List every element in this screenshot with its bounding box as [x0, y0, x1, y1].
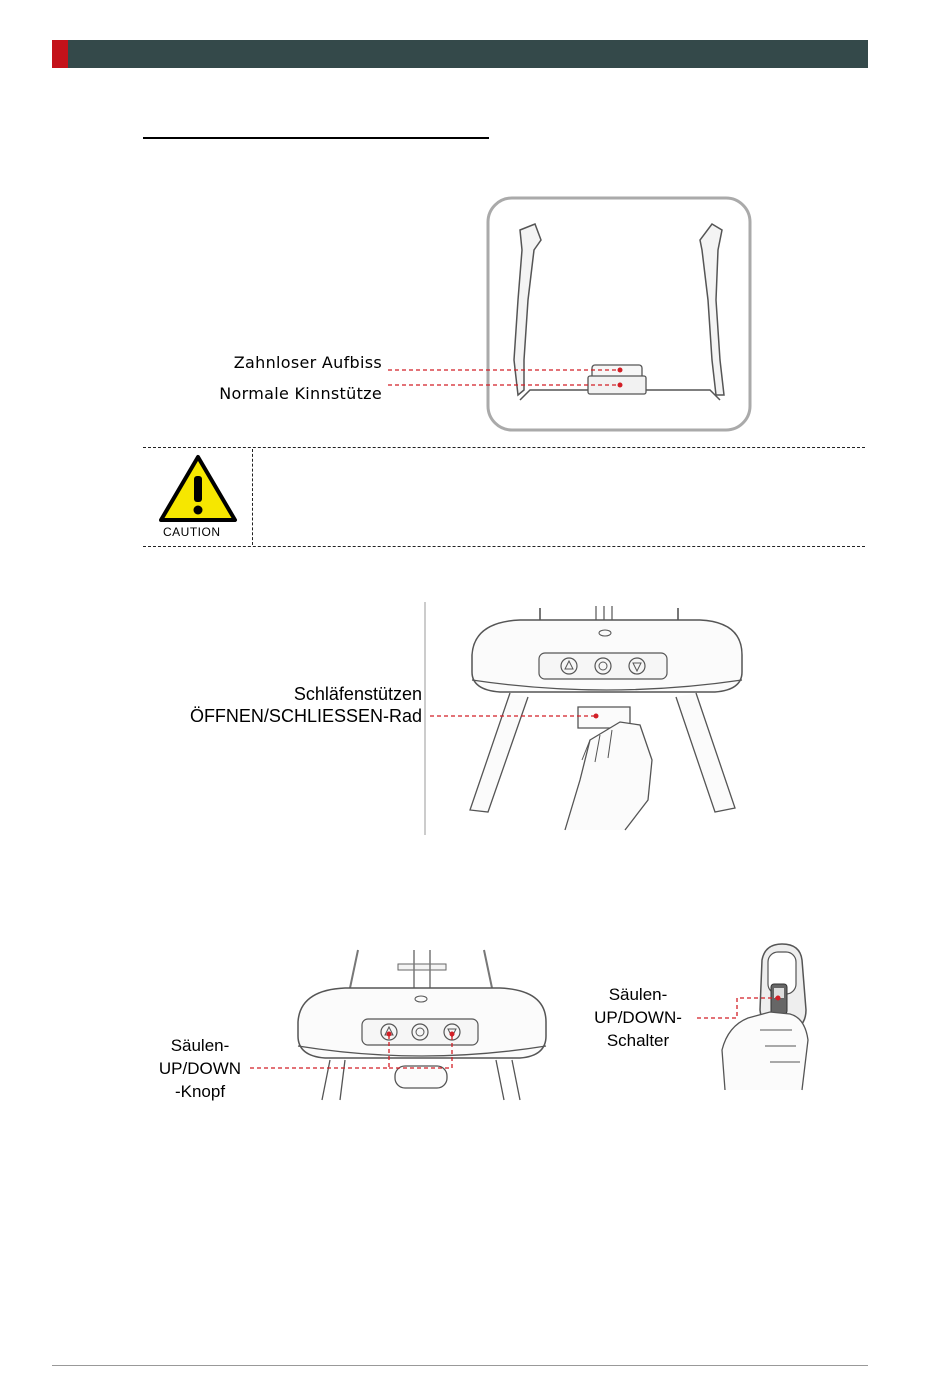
label-open-close-wheel: ÖFFNEN/SCHLIESSEN-Rad	[189, 706, 422, 726]
label-edentulous-bite: Zahnloser Aufbiss	[233, 353, 382, 372]
label-normal-chin-rest: Normale Kinnstütze	[219, 384, 382, 403]
label-switch-line1: Säulen-	[608, 985, 668, 1004]
label-switch-line2: UP/DOWN-	[594, 1008, 682, 1027]
caution-label: CAUTION	[163, 525, 221, 539]
label-temple-support: Schläfenstützen	[293, 684, 422, 704]
label-switch-line3: Schalter	[606, 1031, 670, 1050]
label-knob-line2: UP/DOWN	[158, 1059, 242, 1078]
label-knob-line3: -Knopf	[174, 1082, 226, 1101]
label-knob-line1: Säulen-	[170, 1036, 230, 1055]
footer-rule	[52, 1365, 868, 1366]
